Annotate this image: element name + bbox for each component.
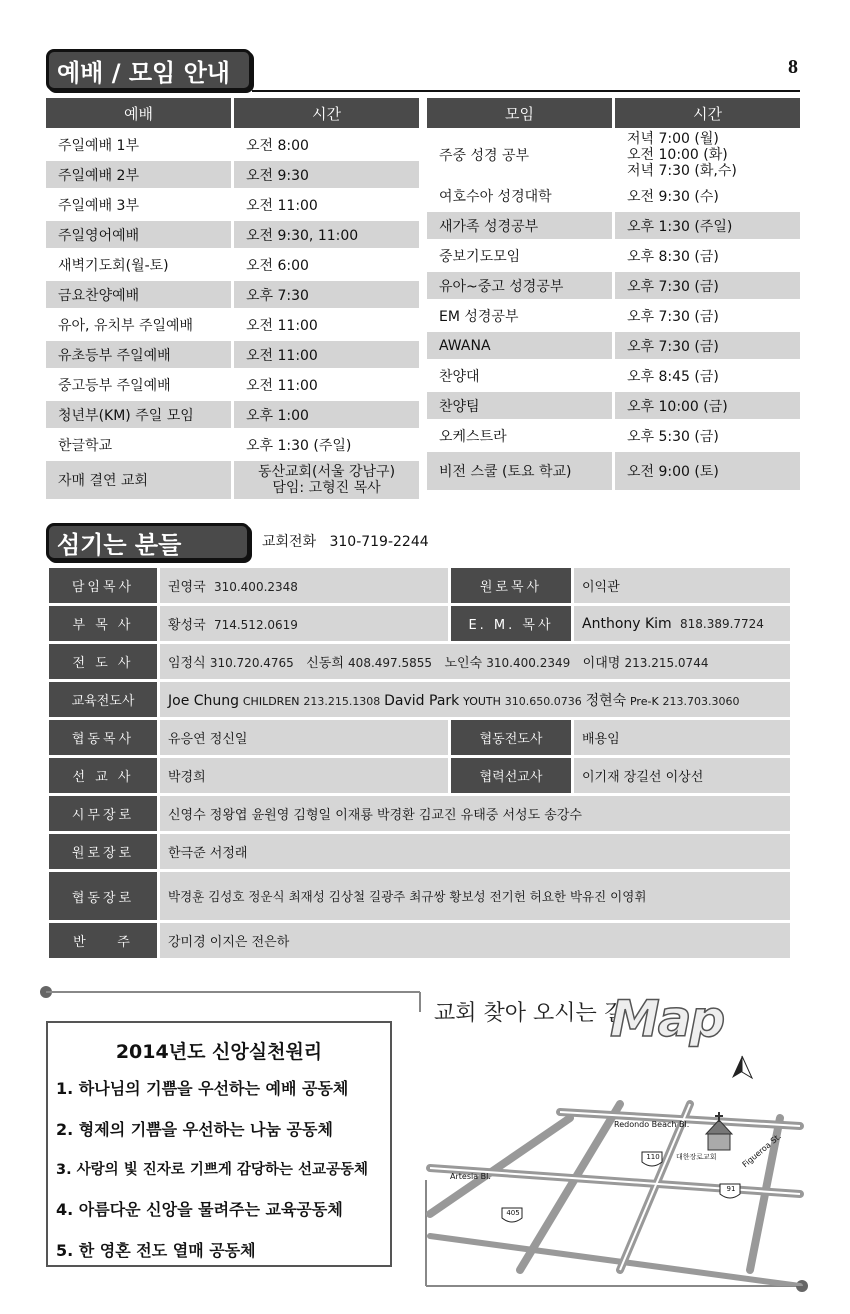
- map-logo: Map: [610, 990, 724, 1048]
- time-header: 시간: [615, 98, 800, 128]
- staff-cell: 유응연 정신일: [160, 720, 448, 755]
- map-drawing: [420, 986, 804, 1286]
- principles-box: [46, 1021, 392, 1267]
- worship-time: 오전 11:00: [246, 377, 318, 394]
- worship-time: 오후 7:30: [234, 281, 419, 308]
- meeting-name: 비전 스쿨 (토요 학교): [427, 452, 612, 490]
- worship-name: 자매 결연 교회: [46, 461, 231, 499]
- meeting-name: 중보기도모임: [439, 248, 521, 265]
- section-title: 섬기는 분들: [57, 530, 182, 559]
- worship-time: 오전 11:00: [246, 197, 318, 214]
- meeting-time: 오후 7:30 (금): [627, 308, 719, 325]
- worship-name: 주일예배 1부: [58, 137, 139, 154]
- road-south: [430, 1236, 800, 1286]
- role-label: 담임목사: [49, 568, 157, 603]
- role-label: 협동목사: [49, 720, 157, 755]
- worship-name: 금요찬양예배: [46, 281, 231, 308]
- map-title: 교회 찾아 오시는 길: [434, 1001, 625, 1026]
- street-label-artesia: Artesia Bl.: [450, 1172, 491, 1181]
- meeting-time: 오후 5:30 (금): [627, 428, 719, 445]
- staff-cell: 임정식 310.720.4765 신동희 408.497.5855 노인숙 310.400.2349 이대명 213.215.0744: [160, 644, 790, 679]
- staff-cell: 이익관: [574, 568, 790, 603]
- role-label: 부 목 사: [49, 606, 157, 641]
- role-label: 교육전도사: [49, 682, 157, 717]
- worship-time: 오전 9:30, 11:00: [234, 221, 419, 248]
- role-label: 원로목사: [451, 568, 571, 603]
- staff-cell: Joe Chung CHILDREN 213.215.1308 David Park YOUTH 310.650.0736 정현숙 Pre-K 213.703.3060: [160, 682, 790, 717]
- staff-cell: 이기재 장길선 이상선: [574, 758, 790, 793]
- role-label: 원로장로: [49, 834, 157, 869]
- highway-label-110: 110: [646, 1153, 660, 1161]
- worship-name: 중고등부 주일예배: [58, 377, 171, 394]
- staff-cell: 박경희: [160, 758, 448, 793]
- worship-header: 예배: [46, 98, 231, 128]
- meeting-time: 오후 7:30 (금): [615, 332, 800, 359]
- time-header: 시간: [234, 98, 419, 128]
- meeting-name: 오케스트라: [439, 428, 507, 445]
- church-phone: 교회전화 310-719-2244: [262, 534, 429, 550]
- meeting-time: 오후 10:00 (금): [615, 392, 800, 419]
- meeting-time: 오전 9:00 (토): [615, 452, 800, 490]
- role-label: 시무장로: [49, 796, 157, 831]
- meeting-time: 오전 9:30 (수): [627, 188, 719, 205]
- principle-item: 2. 형제의 기쁨을 우선하는 나눔 공동체: [56, 1120, 333, 1139]
- staff-cell: 강미경 이지은 전은하: [160, 923, 790, 958]
- meeting-time: 오후 8:45 (금): [627, 368, 719, 385]
- meeting-name: 찬양팀: [427, 392, 612, 419]
- principle-item: 4. 아름다운 신앙을 물려주는 교육공동체: [56, 1200, 343, 1219]
- role-label: 반 주: [49, 923, 157, 958]
- street-label-figueroa: Figueroa St.: [740, 1131, 783, 1170]
- staff-cell: Anthony Kim 818.389.7724: [574, 606, 790, 641]
- street-label-redondo: Redondo Beach Bl.: [614, 1120, 690, 1129]
- worship-name: 새벽기도회(월-토): [58, 257, 169, 274]
- highway-label-405: 405: [506, 1209, 520, 1217]
- meeting-time: 저녁 7:00 (월) 오전 10:00 (화) 저녁 7:30 (화,수): [627, 131, 737, 179]
- role-label: 선 교 사: [49, 758, 157, 793]
- page-number: 8: [788, 56, 798, 78]
- staff-cell: 권영국 310.400.2348: [160, 568, 448, 603]
- worship-name: 주일예배 3부: [58, 197, 139, 214]
- north-arrow-icon: [732, 1056, 752, 1078]
- staff-cell: 황성국 714.512.0619: [160, 606, 448, 641]
- worship-time: 오전 9:30: [234, 161, 419, 188]
- worship-name: 유아, 유치부 주일예배: [58, 317, 194, 334]
- role-label: 협동전도사: [451, 720, 571, 755]
- meeting-header: 모임: [427, 98, 612, 128]
- worship-name: 청년부(KM) 주일 모임: [46, 401, 231, 428]
- meeting-time: 오후 7:30 (금): [615, 272, 800, 299]
- worship-time: 오전 11:00: [246, 317, 318, 334]
- road-405: [520, 1104, 620, 1270]
- worship-time: 오전 8:00: [246, 137, 309, 154]
- meeting-name: 새가족 성경공부: [427, 212, 612, 239]
- section-title: 예배 / 모임 안내: [57, 58, 230, 87]
- worship-time: 동산교회(서울 강남구) 담임: 고형진 목사: [234, 461, 419, 499]
- role-label: 전 도 사: [49, 644, 157, 679]
- meeting-name: 여호수아 성경대학: [439, 188, 552, 205]
- map-area: [420, 986, 804, 1286]
- worship-name: 주일예배 2부: [46, 161, 231, 188]
- role-label: 협동장로: [49, 872, 157, 920]
- principles-title: 2014년도 신앙실천원리: [115, 1041, 323, 1063]
- highway-label-91: 91: [726, 1185, 736, 1193]
- church-label: 대한장로교회: [676, 1153, 717, 1161]
- meeting-name: 유아~중고 성경공부: [427, 272, 612, 299]
- meeting-time: 오후 8:30 (금): [627, 248, 719, 265]
- worship-time: 오전 11:00: [234, 341, 419, 368]
- staff-cell: 한극준 서정래: [160, 834, 790, 869]
- role-label: 협력선교사: [451, 758, 571, 793]
- staff-cell: 신영수 정왕엽 윤원영 김형일 이재룡 박경환 김교진 유태중 서성도 송강수: [160, 796, 790, 831]
- worship-name: 한글학교: [58, 437, 113, 454]
- meeting-name: 주중 성경 공부: [439, 148, 530, 164]
- role-label: E. M. 목사: [451, 606, 571, 641]
- staff-cell: 박경훈 김성호 정운식 최재성 김상철 길광주 최규쌍 황보성 전기헌 허요한 박유진 이영휘: [160, 872, 790, 920]
- principle-item: 1. 하나님의 기쁨을 우선하는 예배 공동체: [56, 1079, 349, 1098]
- worship-name: 주일영어예배: [46, 221, 231, 248]
- meeting-name: 찬양대: [439, 368, 480, 385]
- worship-time: 오전 6:00: [246, 257, 309, 274]
- meeting-time: 오후 1:30 (주일): [615, 212, 800, 239]
- meeting-name: EM 성경공부: [439, 308, 519, 325]
- worship-time: 오후 1:00: [234, 401, 419, 428]
- principle-item: 3. 사랑의 빛 진자로 기쁘게 감당하는 선교공동체: [56, 1162, 369, 1178]
- meeting-name: AWANA: [427, 332, 612, 359]
- worship-name: 유초등부 주일예배: [46, 341, 231, 368]
- staff-cell: 배용임: [574, 720, 790, 755]
- principle-item: 5. 한 영혼 전도 열매 공동체: [56, 1241, 256, 1260]
- worship-time: 오후 1:30 (주일): [246, 437, 352, 454]
